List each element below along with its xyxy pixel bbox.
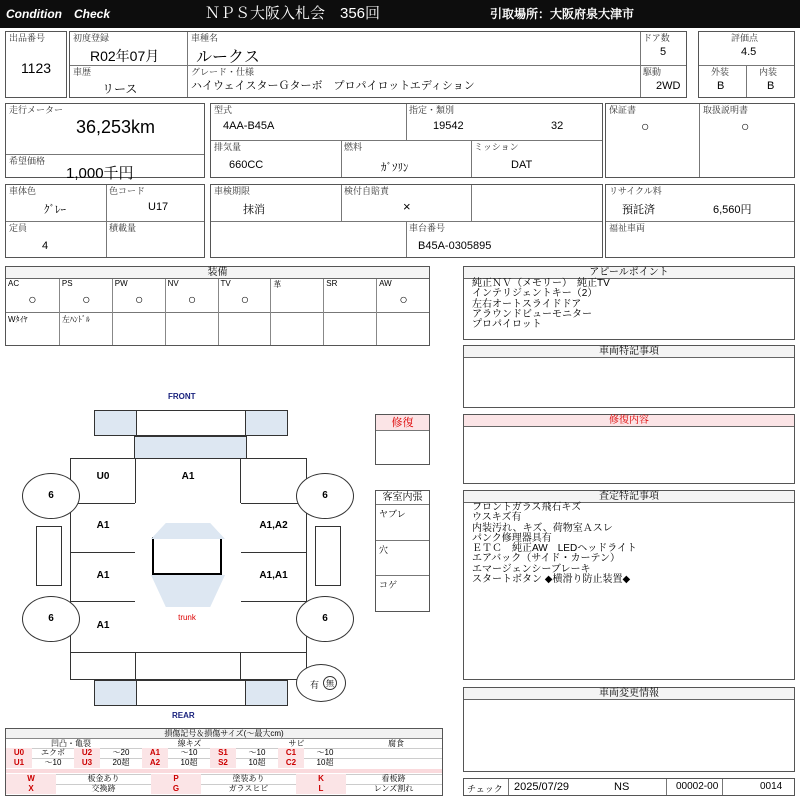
equip-label: TV: [220, 279, 231, 288]
capacity-label: 定員: [9, 223, 28, 233]
score-box: [698, 31, 795, 98]
repair-contents-title: 修復内容: [464, 415, 794, 427]
capacity: 4: [42, 240, 49, 252]
legend-desc: ～10: [180, 748, 198, 757]
fuel-label: 燃料: [344, 142, 363, 152]
equip-option: [323, 312, 376, 345]
legend-code: A1: [142, 748, 168, 758]
inspection-label: 車検期限: [214, 186, 251, 196]
model-name: ルークス: [196, 49, 260, 66]
equip-label: SR: [326, 279, 338, 288]
legend-separator: [6, 769, 442, 773]
load-label: 積載量: [109, 223, 137, 233]
recycle-box: [605, 184, 795, 258]
appeal-line: 左右オートスライドドア: [472, 298, 582, 310]
chassis-label: 車台番号: [409, 223, 446, 233]
recycle-status: 預託済: [622, 204, 655, 216]
legend-cat: 凹凸・亀裂: [51, 739, 91, 748]
inspection-box: [210, 184, 603, 258]
inspection-notes-box: [463, 490, 795, 680]
warranty-label: 保証書: [609, 105, 637, 115]
exterior-grade: B: [717, 80, 725, 92]
legend-title: 損傷記号＆損傷サイズ(～最大cm): [6, 729, 442, 739]
legend-code: U0: [6, 748, 32, 758]
inspection-notes-lines: [472, 503, 637, 585]
note-line: エアバック（サイド・カーテン）: [472, 553, 620, 565]
designation: 19542: [433, 120, 464, 132]
change-info-title: 車両変更情報: [464, 688, 794, 700]
interior-item: コゲ: [379, 580, 398, 590]
manual: ○: [741, 118, 750, 134]
doors: 5: [660, 46, 667, 58]
legend-desc: 塗装あり: [232, 774, 265, 783]
change-info-box: [463, 687, 795, 772]
repair-contents-box: [463, 414, 795, 484]
footer-code2: 0014: [760, 781, 783, 792]
check-footer: [463, 778, 795, 796]
price-label: 希望価格: [9, 156, 46, 166]
equip-option-label: 左ﾊﾝﾄﾞﾙ: [61, 315, 90, 324]
legend-desc: 看板跡: [381, 774, 406, 783]
equip-cell: [59, 279, 112, 312]
color-code-label: 色コード: [109, 186, 146, 196]
warranty: ○: [641, 118, 650, 134]
history-label: 車歴: [73, 67, 92, 77]
inspector: NS: [614, 781, 630, 793]
equipment-title: 装備: [6, 267, 429, 279]
fuel: ｶﾞｿﾘﾝ: [381, 162, 409, 174]
equip-mark: ○: [28, 291, 37, 307]
trunk-label: trunk: [178, 613, 196, 622]
interior-item: ヤブレ: [379, 509, 406, 519]
legend-code: U3: [74, 758, 100, 768]
displacement-label: 排気量: [214, 142, 242, 152]
equip-mark: ○: [82, 291, 91, 307]
panel-left-rear-door: A1: [70, 552, 136, 602]
spare-none-mark: 無: [323, 676, 337, 690]
equip-cell: [218, 279, 271, 312]
panel-front-left-fender: U0: [70, 458, 136, 504]
legend-desc: 20超: [112, 758, 130, 767]
note-line: エマージェンシーブレーキ: [472, 563, 591, 575]
note-line: ＥＴＣ 純正AW LEDヘッドライト: [472, 543, 637, 555]
right-mirror-box: [315, 526, 341, 586]
panel-hood: A1: [135, 458, 241, 504]
tire-front-left: 6: [22, 473, 80, 519]
note-line: ウスキズ有: [472, 512, 522, 524]
color-label: 車体色: [9, 186, 37, 196]
equip-cell: [376, 279, 429, 312]
legend-desc: 10超: [248, 758, 266, 767]
doors-label: ドア数: [643, 33, 670, 43]
recycle-label: リサイクル料: [609, 186, 662, 196]
equip-option: [270, 312, 323, 345]
mileage-label: 走行メーター: [9, 105, 64, 115]
roof-area: [135, 503, 241, 653]
manual-label: 取扱説明書: [703, 105, 749, 115]
equip-cell: [165, 279, 218, 312]
front-bumper: [94, 410, 288, 436]
legend-cat: サビ: [288, 739, 305, 748]
panel-rear-gate: [135, 652, 241, 680]
legend-desc: レンズ割れ: [373, 784, 414, 793]
equip-option: [376, 312, 429, 345]
legend-code: G: [151, 784, 201, 794]
note-line: パンク修理器具有: [472, 532, 552, 544]
mileage-price-box: [5, 103, 205, 182]
grade-label: グレード・仕様: [191, 67, 255, 77]
equip-mark: ○: [134, 291, 144, 307]
tire-rear-left: 6: [22, 596, 80, 642]
legend-code: C2: [278, 758, 304, 768]
rear-bumper: [94, 680, 288, 706]
legend-cat: 腐食: [388, 739, 404, 748]
panel-right-rear-door: A1,A1: [240, 552, 307, 602]
inspection-notes-title: 査定特記事項: [464, 491, 794, 503]
appeal-box: [463, 266, 795, 340]
equip-label: NV: [167, 279, 179, 288]
legend-desc: 10超: [316, 758, 334, 767]
front-label: FRONT: [168, 392, 196, 401]
displacement: 660CC: [229, 159, 264, 171]
welfare-label: 福祉車両: [609, 223, 646, 233]
interior-label: 内装: [759, 67, 778, 77]
equip-mark: ○: [187, 291, 197, 307]
equip-label: 革: [273, 280, 282, 289]
legend-desc: ～10: [248, 748, 266, 757]
equip-cell: [323, 279, 376, 312]
legend-desc: エクボ: [41, 748, 65, 757]
insurance: ×: [403, 199, 411, 214]
equip-label: PS: [61, 279, 73, 288]
drive-label: 駆動: [643, 67, 662, 77]
legend-desc: 板金あり: [87, 774, 120, 783]
repair-box: [375, 414, 430, 465]
note-line: 内装汚れ、キズ、荷物室Ａスレ: [472, 522, 613, 534]
insurance-label: 検付自賠責: [344, 186, 390, 196]
equip-label: AC: [8, 279, 20, 288]
legend-code: P: [151, 774, 201, 784]
legend-code: U2: [74, 748, 100, 758]
special-notes-box: [463, 345, 795, 408]
panel-left-front-door: A1: [70, 503, 136, 553]
rear-label: REAR: [172, 711, 195, 720]
equip-label: AW: [379, 279, 392, 288]
type-label: 型式: [214, 105, 233, 115]
header-title: Condition Check: [6, 7, 110, 21]
panel-left-quarter: A1: [70, 601, 136, 653]
documents-box: [605, 103, 795, 178]
check-label: チェック: [467, 784, 503, 794]
inspection-expiry: 抹消: [243, 204, 265, 216]
legend-desc: 交換跡: [91, 784, 116, 793]
body-color: ｸﾞﾚｰ: [44, 204, 66, 216]
grade: ハイウェイスターＧターボ プロパイロットエディション: [191, 80, 475, 92]
interior-item: 穴: [379, 545, 389, 555]
appeal-lines: [472, 279, 610, 330]
appeal-line: アラウンドビューモニター: [472, 308, 592, 320]
equip-mark: ○: [240, 291, 250, 307]
legend-code: X: [6, 784, 56, 794]
chassis-number: B45A-0305895: [418, 240, 492, 252]
equip-option-label: Wﾀｲﾔ: [8, 315, 28, 324]
model-type: 4AA-B45A: [223, 120, 275, 132]
exterior-label: 外装: [711, 67, 730, 77]
legend-cat: 線キズ: [177, 739, 202, 748]
interior-damage-title: 客室内張: [376, 491, 429, 505]
appeal-title: アピールポイント: [464, 267, 794, 279]
mileage: 36,253km: [76, 117, 156, 137]
legend-code: W: [6, 774, 56, 784]
equip-option: [218, 312, 271, 345]
history: リース: [102, 82, 138, 96]
designation-label: 指定・類別: [409, 105, 455, 115]
left-mirror-box: [36, 526, 62, 586]
first-registration: R02年07月: [90, 48, 160, 64]
legend-code: U1: [6, 758, 32, 768]
score: 4.5: [741, 46, 757, 58]
repair-title: 修復: [376, 415, 429, 431]
spare-status: 有: [310, 680, 320, 690]
color-code: U17: [148, 201, 169, 213]
lot-number: 1123: [20, 60, 52, 76]
category: 32: [551, 120, 564, 132]
auction-name: ＮＰＳ大阪入札会 356回: [205, 5, 381, 22]
first-reg-label: 初度登録: [73, 33, 110, 43]
legend-desc: ～20: [112, 748, 130, 757]
legend-desc: ガラスヒビ: [228, 784, 269, 793]
spare-tire: [296, 664, 346, 702]
equip-option: [59, 312, 112, 345]
special-notes-title: 車両特記事項: [464, 346, 794, 358]
equip-cell: [6, 279, 59, 312]
equip-cell: [112, 279, 165, 312]
note-line: スタートボタン ◆横滑り防止装置◆: [472, 574, 631, 586]
legend-code: C1: [278, 748, 304, 758]
tire-front-right: 6: [296, 473, 354, 519]
mission: DAT: [511, 159, 533, 171]
check-date: 2025/07/29: [514, 781, 570, 793]
legend-box: [5, 728, 443, 796]
score-label: 評価点: [731, 33, 759, 43]
legend-code: K: [296, 774, 346, 784]
legend-code: L: [296, 784, 346, 794]
lot-number-label: 出品番号: [9, 33, 46, 43]
color-box: [5, 184, 205, 258]
pickup-location: 引取場所：大阪府泉大津市: [490, 7, 635, 21]
lot-number-box: [5, 31, 67, 98]
legend-desc: 10超: [180, 758, 198, 767]
price: 1,000千円: [66, 165, 134, 182]
equip-label: PW: [114, 279, 128, 288]
legend-code: S2: [210, 758, 236, 768]
equipment-box: [5, 266, 430, 346]
mission-label: ミッション: [474, 142, 519, 152]
legend-categories: [6, 739, 442, 748]
equip-option: [6, 312, 59, 345]
header-bar: [0, 0, 800, 28]
footer-code1: 00002-00: [676, 781, 719, 792]
equip-option: [112, 312, 165, 345]
equip-cell: [270, 279, 323, 312]
equip-option: [165, 312, 218, 345]
recycle-fee: 6,560円: [713, 204, 752, 216]
appeal-line: インテリジェントキー（2）: [472, 288, 598, 300]
note-line: フロントガラス飛石キズ: [472, 502, 582, 513]
appeal-line: 純正ＮＶ（メモリー） 純正TV: [472, 278, 610, 289]
legend-code: A2: [142, 758, 168, 768]
front-glass-area: [134, 436, 247, 458]
drive: 2WD: [656, 80, 681, 92]
equip-mark: ○: [399, 291, 408, 307]
legend-desc: ～10: [316, 748, 334, 757]
panel-right-front-door: A1,A2: [240, 503, 307, 553]
legend-desc: ～10: [44, 758, 62, 767]
interior-damage-box: [375, 490, 430, 612]
panel-left-rear-corner: [70, 652, 136, 680]
appeal-line: プロパイロット: [472, 319, 542, 331]
legend-code: S1: [210, 748, 236, 758]
interior-grade: B: [767, 80, 775, 92]
spec-box: [210, 103, 603, 178]
model-name-label: 車種名: [191, 33, 219, 43]
vehicle-info-box: [69, 31, 687, 98]
tire-rear-right: 6: [296, 596, 354, 642]
